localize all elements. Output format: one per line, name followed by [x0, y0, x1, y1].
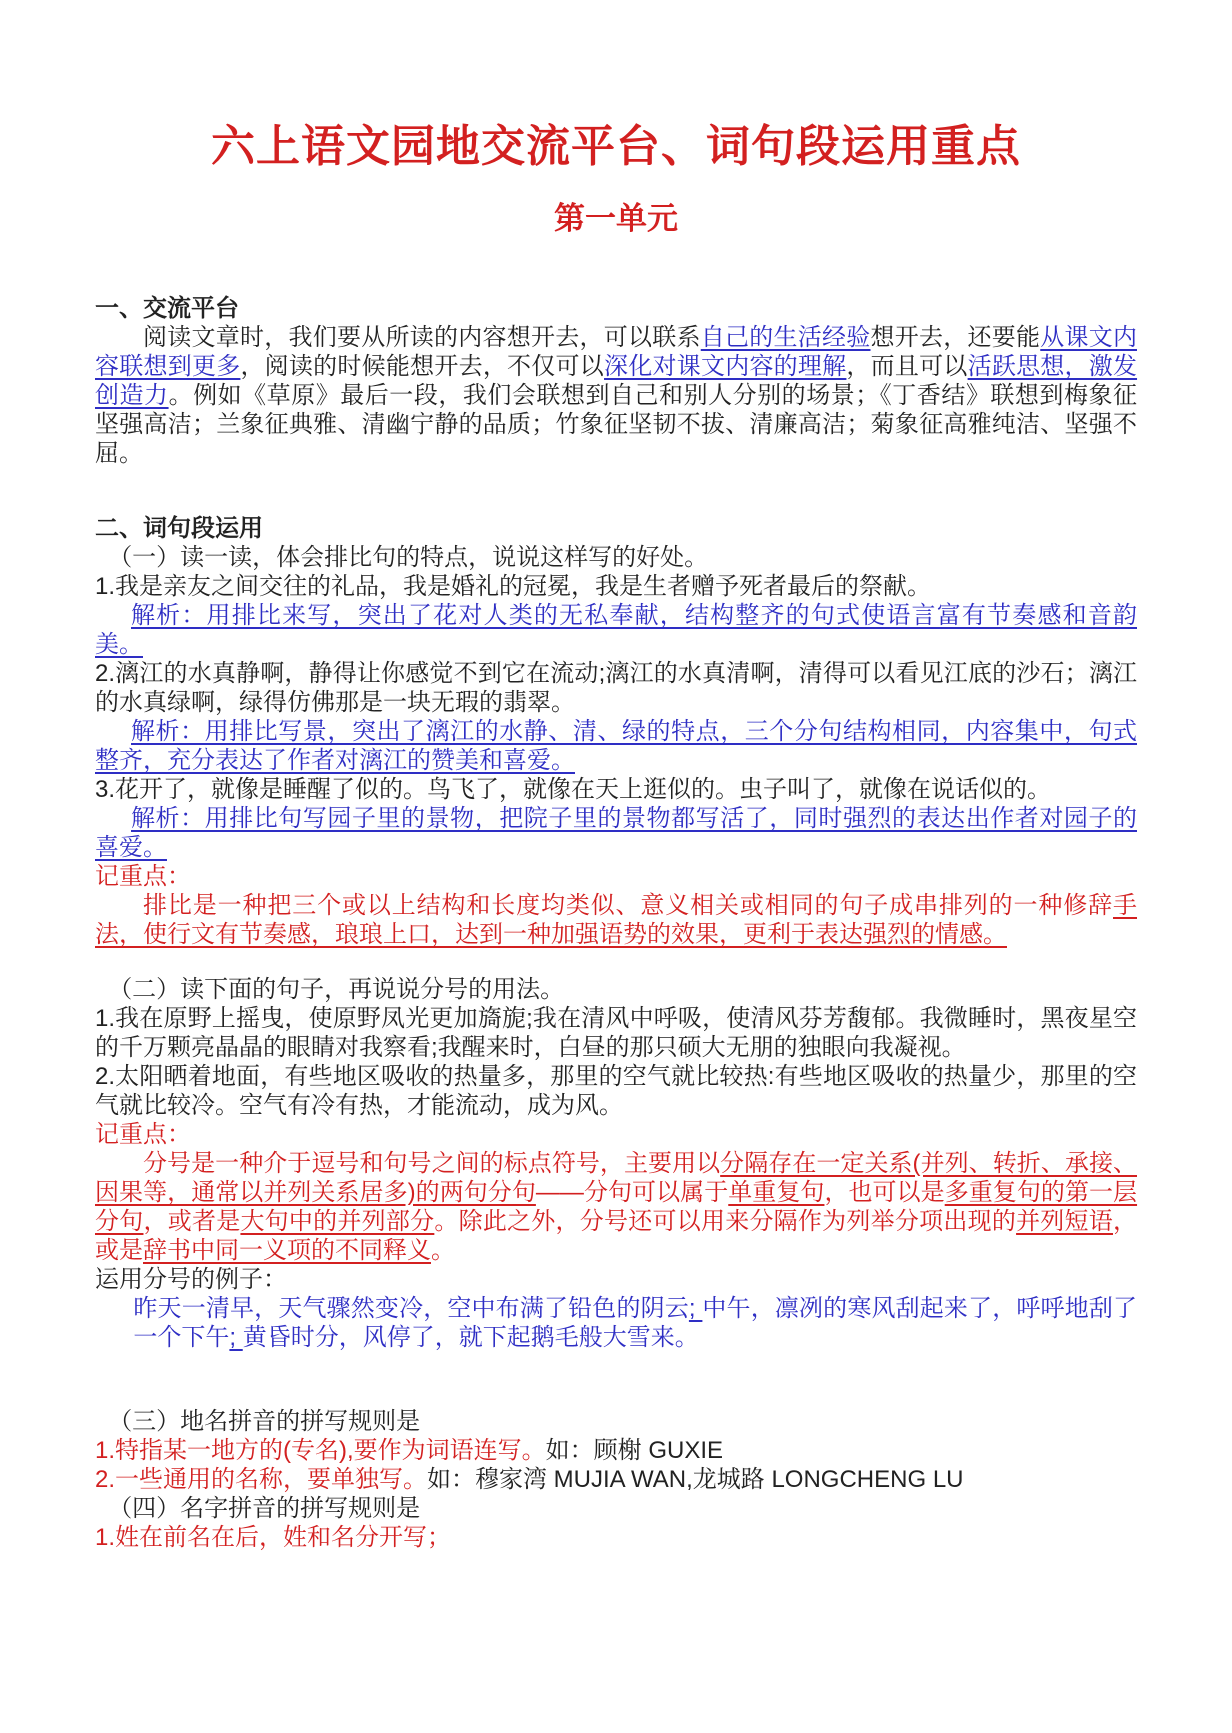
exercise-2-prompt [95, 975, 1137, 1004]
text-segment: ，或是 [95, 1207, 1138, 1264]
text-segment: 解析：用排比写景，突出了漓江的水静、清、绿的特点，三个分句结构相同，内容集中，句式整齐，充分表达了作者对漓江的赞美和喜爱。 [95, 717, 1137, 774]
text-segment: 如：穆家湾 MUJIA WAN,龙城路 LONGCHENG LU [427, 1465, 964, 1493]
text-segment: 多重复句的第一层分句 [95, 1178, 1138, 1235]
text-segment: 自己的生活经验 [700, 323, 871, 351]
analysis-1 [95, 601, 1137, 659]
text-segment: ，阅读的时候能想开去，不仅可以 [240, 352, 605, 380]
text-segment: 中午，凛冽的寒风刮起来了，呼呼地刮了一个下午 [133, 1294, 1138, 1351]
text-segment: 2.漓江的水真静啊，静得让你感觉不到它在流动;漓江的水真清啊，清得可以看见江底的沙石；漓江的水真绿啊，绿得仿佛那是一块无瑕的翡翠。 [95, 659, 1137, 716]
exercise-1-prompt [95, 543, 1137, 572]
exercise-4-prompt [95, 1494, 1137, 1523]
section-1-paragraph [95, 323, 1137, 468]
text-segment: 活跃思想，激发创造力 [95, 352, 1138, 409]
text-segment: 1.特指某一地方的(专名),要作为词语连写。 [95, 1436, 546, 1464]
text-segment: 记重点： [95, 862, 191, 890]
document-body [95, 294, 1137, 1552]
text-segment: 分隔存在一定关系(并列、转折、承接、因果等，通常以并列关系居多)的两句分句 [95, 1149, 1137, 1206]
key-point-label-1 [95, 862, 1137, 891]
text-segment: 从课文内容联想到更多 [95, 323, 1137, 380]
text-segment: 分号是一种介于逗号和句号之间的标点符号，主要用以 [143, 1149, 721, 1177]
text-segment: 2.一些通用的名称，要单独写。 [95, 1465, 428, 1493]
semicolon-sentence-2 [95, 1062, 1137, 1120]
text-segment: （二）读下面的句子，再说说分号的用法。 [108, 975, 565, 1003]
text-segment: ，而且可以 [846, 352, 968, 380]
semicolon-sentence-1 [95, 1004, 1137, 1062]
text-segment: 昨天一清早，天气骤然变冷，空中布满了铅色的阴云 [133, 1294, 689, 1322]
text-segment: 3.花开了，就像是睡醒了似的。鸟飞了，就像在天上逛似的。虫子叫了，就像在说话似的。 [95, 775, 1052, 803]
text-segment: 单重复句 [728, 1178, 825, 1206]
section-2-heading [95, 514, 1137, 543]
example-sentence-2 [95, 659, 1137, 717]
example-sentence-3 [95, 775, 1137, 804]
text-segment: 如：顾榭 GUXIE [545, 1436, 724, 1464]
placename-rule-1 [95, 1436, 1137, 1465]
placename-rule-2 [95, 1465, 1137, 1494]
text-segment: ; [229, 1323, 243, 1351]
text-segment: ; [688, 1294, 703, 1322]
text-segment: （四）名字拼音的拼写规则是 [108, 1494, 421, 1522]
text-segment: 大句中的并列部分 [240, 1207, 435, 1235]
text-segment: 一、交流平台 [95, 294, 239, 322]
example-sentence-1 [95, 572, 1137, 601]
key-point-paibi [95, 891, 1137, 949]
document-title: 六上语文园地交流平台、词句段运用重点 [211, 122, 1021, 171]
text-segment: 。除此之外，分号还可以用来分隔作为列举分项出现的 [434, 1207, 1017, 1235]
text-segment: 手法，使行文有节奏感，琅琅上口，达到一种加强语势的效果，更利于表达强烈的情感。 [95, 891, 1137, 948]
text-segment: 解析：用排比来写，突出了花对人类的无私奉献，结构整齐的句式使语言富有节奏感和音韵美。 [95, 601, 1137, 658]
text-segment: 二、词句段运用 [95, 514, 263, 542]
text-segment: 辞书中同一义项的不同释义 [143, 1236, 431, 1264]
text-segment: 运用分号的例子： [95, 1265, 287, 1293]
text-segment: 排比是一种把三个或以上结构和长度均类似、意义相关或相同的句子成串排列的一种修辞 [143, 891, 1113, 919]
text-segment: 记重点： [95, 1120, 191, 1148]
text-segment: 1.我是亲友之间交往的礼品，我是婚礼的冠冕，我是生者赠予死者最后的祭献。 [95, 572, 932, 600]
text-segment: 黄昏时分，风停了，就下起鹅毛般大雪来。 [242, 1323, 699, 1351]
text-segment: 2.太阳晒着地面，有些地区吸收的热量多，那里的空气就比较热:有些地区吸收的热量少，那里的空气就比较冷。空气有冷有热，才能流动，成为风。 [95, 1062, 1137, 1119]
name-rule-1 [95, 1523, 1137, 1552]
text-segment: 。 [431, 1236, 455, 1264]
text-segment: （三）地名拼音的拼写规则是 [108, 1407, 421, 1435]
text-segment: 深化对课文内容的理解 [604, 352, 847, 380]
semicolon-example-label [95, 1265, 1137, 1294]
section-1-heading [95, 294, 1137, 323]
key-point-semicolon [95, 1149, 1137, 1265]
unit-subtitle: 第一单元 [554, 200, 678, 236]
text-segment: ，也可以是 [824, 1178, 945, 1206]
text-segment: 1.我在原野上摇曳，使原野凤光更加旖旎;我在清风中呼吸，使清风芬芳馥郁。我微睡时，黑夜星空的千万颗亮晶晶的眼睛对我察看;我醒来时，白昼的那只硕大无朋的独眼向我凝视。 [95, 1004, 1137, 1061]
key-point-label-2 [95, 1120, 1137, 1149]
analysis-2 [95, 717, 1137, 775]
text-segment: 1.姓在前名在后，姓和名分开写； [95, 1523, 452, 1551]
text-segment: ，或者是 [143, 1207, 241, 1235]
exercise-3-prompt [95, 1407, 1137, 1436]
text-segment: 想开去，还要能 [870, 323, 1041, 351]
text-segment: 解析：用排比句写园子里的景物，把院子里的景物都写活了，同时强烈的表达出作者对园子的喜爱。 [95, 804, 1137, 861]
text-segment: ——分句可以属于 [535, 1178, 729, 1206]
text-segment: 。例如《草原》最后一段，我们会联想到自己和别人分别的场景；《丁香结》联想到梅象征坚强高洁；兰象征典雅、清幽宁静的品质；竹象征坚韧不拔、清廉高洁；菊象征高雅纯洁、坚强不屈。 [95, 381, 1138, 467]
text-segment: 并列短语 [1016, 1207, 1114, 1235]
text-segment: （一）读一读，体会排比句的特点，说说这样写的好处。 [108, 543, 709, 571]
text-segment: 阅读文章时，我们要从所读的内容想开去，可以联系 [143, 323, 701, 351]
analysis-3 [95, 804, 1137, 862]
semicolon-example [95, 1294, 1137, 1352]
